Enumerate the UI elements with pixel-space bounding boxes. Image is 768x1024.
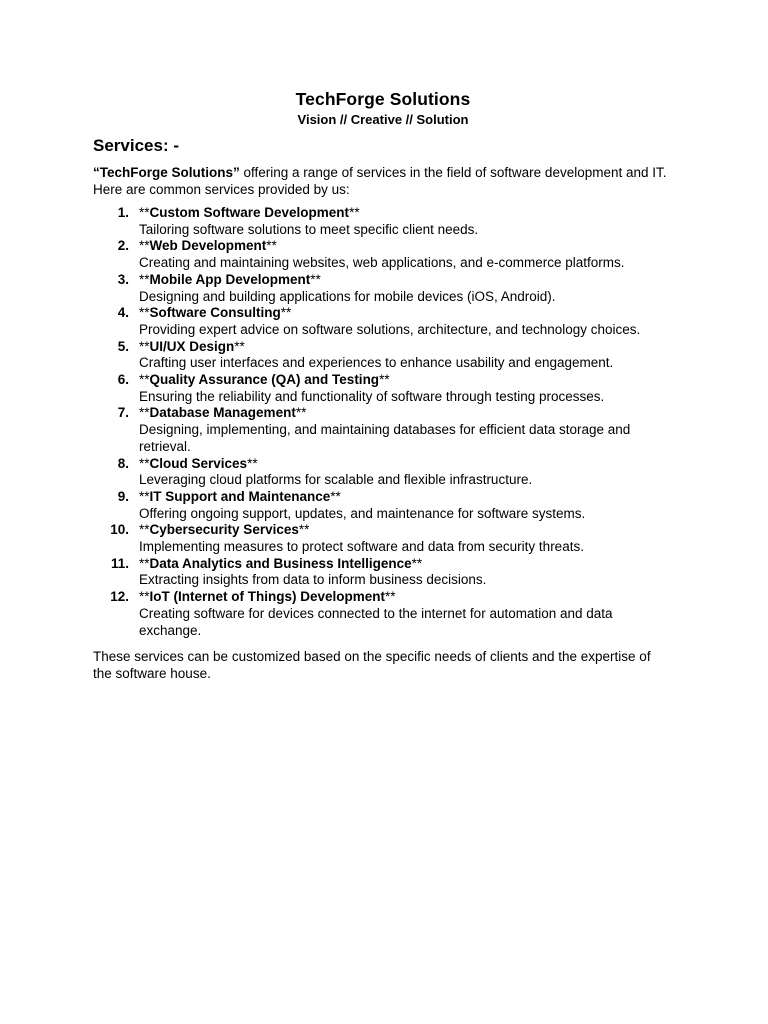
service-marker-close: **: [349, 205, 360, 220]
service-title: Database Management: [149, 405, 296, 421]
service-list-item: [93, 456, 673, 489]
service-description: Creating and maintaining websites, web applications, and e-commerce platforms.: [139, 255, 625, 271]
service-description: Crafting user interfaces and experiences to enhance usability and engagement.: [139, 355, 614, 371]
service-marker-open: **: [139, 205, 150, 220]
service-list-item: [93, 272, 673, 305]
service-description: Designing, implementing, and maintaining databases for efficient data storage and retrieval.: [139, 422, 631, 454]
service-list-item: [93, 238, 673, 271]
service-heading-line: [139, 305, 673, 322]
service-number: 1.: [117, 205, 129, 220]
service-marker-close: **: [234, 338, 245, 354]
service-heading-line: [139, 238, 673, 255]
service-heading-line: [139, 272, 673, 289]
services-heading: Services: -: [93, 136, 179, 155]
service-list-item: [93, 556, 673, 589]
service-heading-line: [139, 405, 673, 422]
service-number: 11.: [110, 555, 129, 571]
service-list-item: [93, 372, 673, 405]
service-marker-open: **: [139, 522, 150, 538]
document-page: [93, 88, 673, 682]
service-marker-close: **: [411, 555, 423, 571]
service-number: 9.: [117, 488, 129, 504]
closing-paragraph: These services can be customized based on the specific needs of clients and the expertise of the software house.: [93, 649, 651, 682]
document-tagline: Vision // Creative // Solution: [297, 112, 469, 127]
service-heading-line: [139, 372, 673, 389]
service-marker-open: **: [139, 305, 150, 321]
service-list-item: [93, 489, 673, 522]
service-title: Custom Software Development: [149, 205, 350, 220]
service-title: Quality Assurance (QA) and Testing: [149, 372, 380, 388]
service-title: Cloud Services: [149, 455, 248, 471]
service-number: 8.: [117, 455, 129, 471]
intro-company-name: “TechForge Solutions”: [93, 165, 240, 180]
service-marker-open: **: [139, 455, 150, 471]
service-description: Designing and building applications for mobile devices (iOS, Android).: [139, 288, 556, 304]
service-heading-line: [139, 522, 673, 539]
service-number: 2.: [117, 238, 129, 254]
service-description: Offering ongoing support, updates, and maintenance for software systems.: [139, 505, 586, 521]
service-marker-close: **: [379, 372, 390, 388]
service-marker-close: **: [385, 589, 396, 605]
service-marker-close: **: [280, 305, 292, 321]
service-description: Providing expert advice on software solutions, architecture, and technology choices.: [139, 321, 641, 337]
service-list-item: [93, 405, 673, 455]
service-heading-line: [139, 205, 673, 222]
service-marker-open: **: [139, 555, 150, 571]
service-heading-line: [139, 489, 673, 506]
service-marker-close: **: [298, 522, 310, 538]
service-marker-close: **: [266, 238, 277, 254]
service-list-item: [93, 205, 673, 238]
service-list-item: [93, 589, 673, 639]
service-heading-line: [139, 339, 673, 356]
service-number: 5.: [117, 338, 129, 354]
service-heading-line: [139, 456, 673, 473]
service-title: IT Support and Maintenance: [149, 488, 331, 504]
service-heading-line: [139, 556, 673, 573]
service-number: 10.: [110, 522, 129, 538]
service-description: Extracting insights from data to inform business decisions.: [139, 572, 487, 588]
service-description: Tailoring software solutions to meet specific client needs.: [139, 221, 479, 237]
service-number: 6.: [117, 372, 129, 388]
service-description: Implementing measures to protect software and data from security threats.: [139, 539, 584, 555]
service-marker-open: **: [139, 405, 150, 421]
service-title: Mobile App Development: [149, 271, 311, 287]
service-marker-close: **: [247, 455, 258, 471]
service-marker-close: **: [310, 271, 321, 287]
service-description: Creating software for devices connected to the internet for automation and data exchange.: [139, 605, 613, 638]
service-number: 3.: [117, 271, 129, 287]
service-number: 12.: [110, 589, 129, 605]
service-title: Data Analytics and Business Intelligence: [149, 555, 412, 571]
service-title: UI/UX Design: [149, 338, 235, 354]
service-marker-open: **: [139, 372, 150, 388]
service-marker-close: **: [330, 488, 341, 504]
service-number: 4.: [117, 305, 129, 321]
service-list-item: [93, 339, 673, 372]
document-title: TechForge Solutions: [295, 89, 471, 109]
service-marker-open: **: [139, 589, 150, 605]
service-title: IoT (Internet of Things) Development: [149, 589, 386, 605]
service-heading-line: [139, 589, 673, 606]
service-marker-open: **: [139, 338, 150, 354]
service-description: Leveraging cloud platforms for scalable and flexible infrastructure.: [139, 472, 533, 488]
service-marker-open: **: [139, 271, 150, 287]
intro-text: offering a range of services in the field of software development and IT. Here are common services provided by us:: [93, 165, 667, 197]
service-title: Web Development: [149, 238, 267, 254]
service-marker-open: **: [139, 238, 150, 254]
service-description: Ensuring the reliability and functionality of software through testing processes.: [139, 388, 605, 404]
service-marker-open: **: [139, 488, 150, 504]
service-number: 7.: [117, 405, 129, 421]
service-list-item: [93, 305, 673, 338]
service-title: Cybersecurity Services: [149, 522, 299, 538]
service-list-item: [93, 522, 673, 555]
services-list: [93, 205, 673, 639]
service-title: Software Consulting: [149, 305, 281, 321]
intro-paragraph: [93, 164, 673, 198]
service-marker-close: **: [295, 405, 307, 421]
